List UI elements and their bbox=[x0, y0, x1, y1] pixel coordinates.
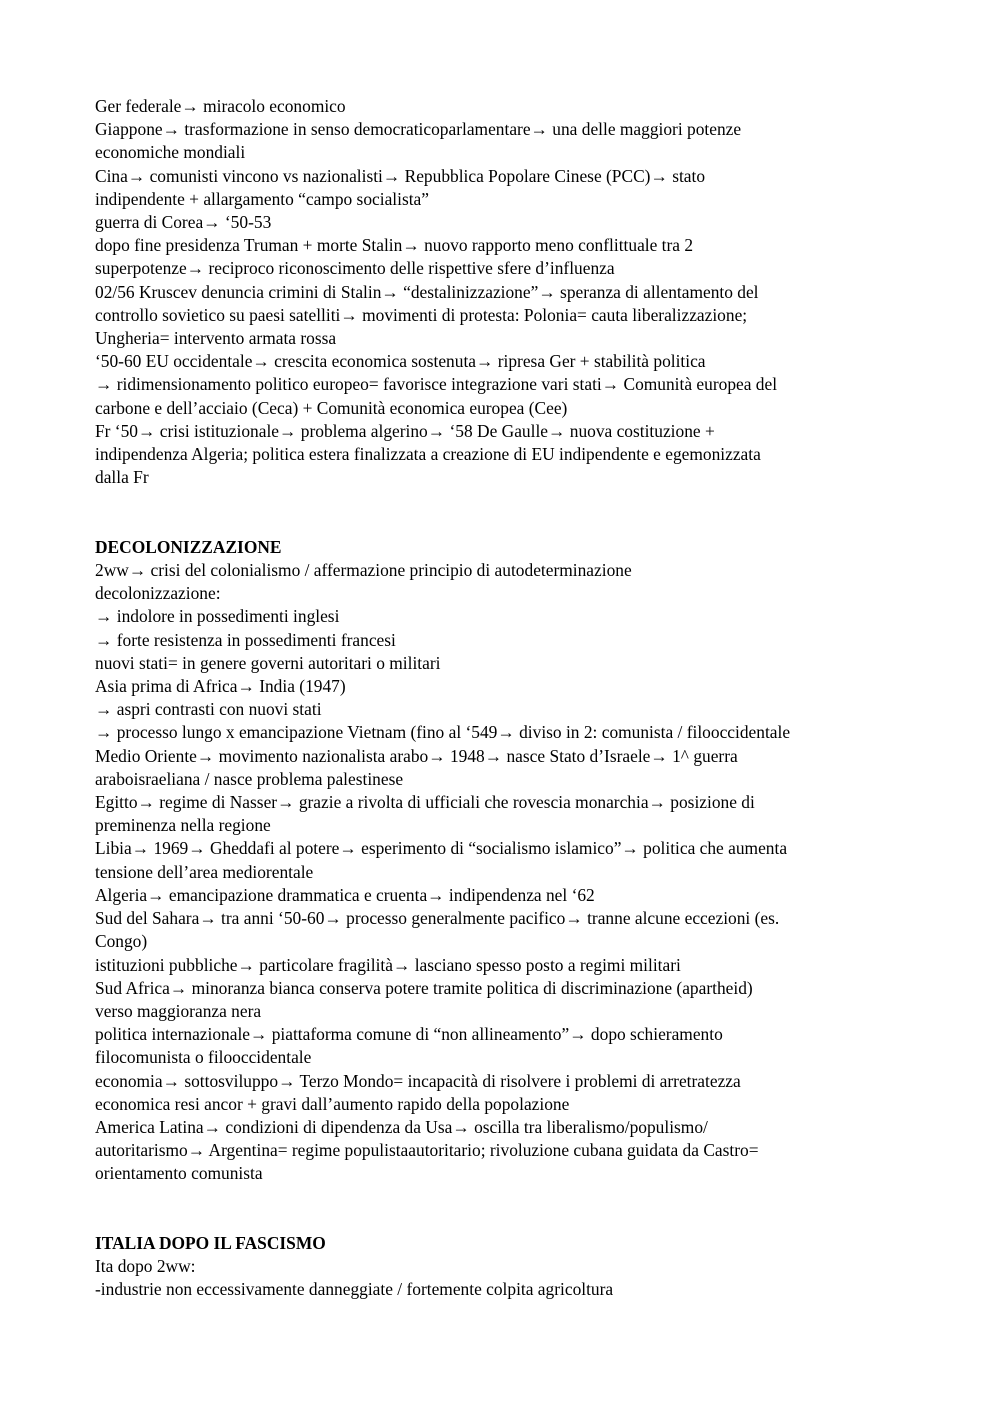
text-line: ‘50-60 EU occidentale→ crescita economica sostenuta→ ripresa Ger + stabilità politica bbox=[95, 351, 706, 372]
text-line: araboisraeliana / nasce problema palestinese bbox=[95, 768, 404, 789]
text-line: economiche mondiali bbox=[95, 142, 246, 163]
text-line: autoritarismo→ Argentina= regime populistaautoritario; rivoluzione cubana guidata da Castro= bbox=[95, 1140, 759, 1161]
document-page bbox=[95, 95, 955, 1302]
section-postwar bbox=[95, 95, 955, 489]
text-line: Egitto→ regime di Nasser→ grazie a rivolta di ufficiali che rovescia monarchia→ posizione di bbox=[95, 792, 755, 813]
text-line: Ita dopo 2ww: bbox=[95, 1256, 196, 1277]
text-line: carbone e dell’acciaio (Ceca) + Comunità economica europea (Cee) bbox=[95, 397, 568, 418]
text-line: dopo fine presidenza Truman + morte Stalin→ nuovo rapporto meno conflittuale tra 2 bbox=[95, 235, 694, 256]
text-line: tensione dell’area mediorentale bbox=[95, 861, 314, 882]
text-line: Medio Oriente→ movimento nazionalista arabo→ 1948→ nasce Stato d’Israele→ 1^ guerra bbox=[95, 745, 738, 766]
text-line: Asia prima di Africa→ India (1947) bbox=[95, 676, 346, 697]
text-line: → indolore in possedimenti inglesi bbox=[95, 606, 340, 627]
text-line: orientamento comunista bbox=[95, 1163, 263, 1184]
text-line: 2ww→ crisi del colonialismo / affermazione principio di autodeterminazione bbox=[95, 560, 632, 581]
text-line: guerra di Corea→ ‘50-53 bbox=[95, 212, 272, 233]
section-decolonizzazione bbox=[95, 536, 955, 1186]
text-line: superpotenze→ reciproco riconoscimento delle rispettive sfere d’influenza bbox=[95, 258, 615, 279]
text-line: → aspri contrasti con nuovi stati bbox=[95, 699, 322, 720]
text-line: America Latina→ condizioni di dipendenza da Usa→ oscilla tra liberalismo/populismo/ bbox=[95, 1116, 708, 1137]
text-line: Libia→ 1969→ Gheddafi al potere→ esperimento di “socialismo islamico”→ politica che aumenta bbox=[95, 838, 788, 859]
text-line: politica internazionale→ piattaforma comune di “non allineamento”→ dopo schieramento bbox=[95, 1024, 723, 1045]
text-line: → processo lungo x emancipazione Vietnam (fino al ‘549→ diviso in 2: comunista / filooccidentale bbox=[95, 722, 791, 743]
text-line: Sud del Sahara→ tra anni ‘50-60→ processo generalmente pacifico→ tranne alcune eccezioni (es. bbox=[95, 908, 780, 929]
text-line: controllo sovietico su paesi satelliti→ movimenti di protesta: Polonia= cauta liberalizzazione; bbox=[95, 304, 748, 325]
text-line: Sud Africa→ minoranza bianca conserva potere tramite politica di discriminazione (apartheid) bbox=[95, 977, 753, 998]
text-line: indipendente + allargamento “campo socialista” bbox=[95, 188, 429, 209]
section-spacer bbox=[95, 1186, 955, 1232]
text-line: → ridimensionamento politico europeo= favorisce integrazione vari stati→ Comunità europea del bbox=[95, 374, 778, 395]
text-line: -industrie non eccessivamente danneggiate / fortemente colpita agricoltura bbox=[95, 1279, 614, 1300]
text-line: 02/56 Kruscev denuncia crimini di Stalin→ “destalinizzazione”→ speranza di allentamento del bbox=[95, 281, 759, 302]
text-line: verso maggioranza nera bbox=[95, 1000, 262, 1021]
text-line: istituzioni pubbliche→ particolare fragilità→ lasciano spesso posto a regimi militari bbox=[95, 954, 681, 975]
text-line: → forte resistenza in possedimenti francesi bbox=[95, 629, 396, 650]
text-line: preminenza nella regione bbox=[95, 815, 271, 836]
text-line: Giappone→ trasformazione in senso democraticoparlamentare→ una delle maggiori potenze bbox=[95, 119, 742, 140]
text-line: filocomunista o filooccidentale bbox=[95, 1047, 312, 1068]
text-line: decolonizzazione: bbox=[95, 583, 221, 604]
text-line: nuovi stati= in genere governi autoritari o militari bbox=[95, 652, 441, 673]
section-italia bbox=[95, 1232, 955, 1302]
section-heading: DECOLONIZZAZIONE bbox=[95, 536, 282, 557]
text-line: Cina→ comunisti vincono vs nazionalisti→ Repubblica Popolare Cinese (PCC)→ stato bbox=[95, 165, 706, 186]
text-line: dalla Fr bbox=[95, 467, 149, 488]
text-line: Ungheria= intervento armata rossa bbox=[95, 328, 337, 349]
text-line: Congo) bbox=[95, 931, 148, 952]
section-heading: ITALIA DOPO IL FASCISMO bbox=[95, 1232, 326, 1253]
text-line: Fr ‘50→ crisi istituzionale→ problema algerino→ ‘58 De Gaulle→ nuova costituzione + bbox=[95, 420, 715, 441]
text-line: economica resi ancor + gravi dall’aumento rapido della popolazione bbox=[95, 1093, 570, 1114]
text-line: indipendenza Algeria; politica estera finalizzata a creazione di EU indipendente e egemonizzata bbox=[95, 444, 761, 465]
text-line: economia→ sottosviluppo→ Terzo Mondo= incapacità di risolvere i problemi di arretratezza bbox=[95, 1070, 741, 1091]
text-line: Algeria→ emancipazione drammatica e cruenta→ indipendenza nel ‘62 bbox=[95, 884, 595, 905]
text-line: Ger federale→ miracolo economico bbox=[95, 96, 346, 116]
section-spacer bbox=[95, 489, 955, 535]
